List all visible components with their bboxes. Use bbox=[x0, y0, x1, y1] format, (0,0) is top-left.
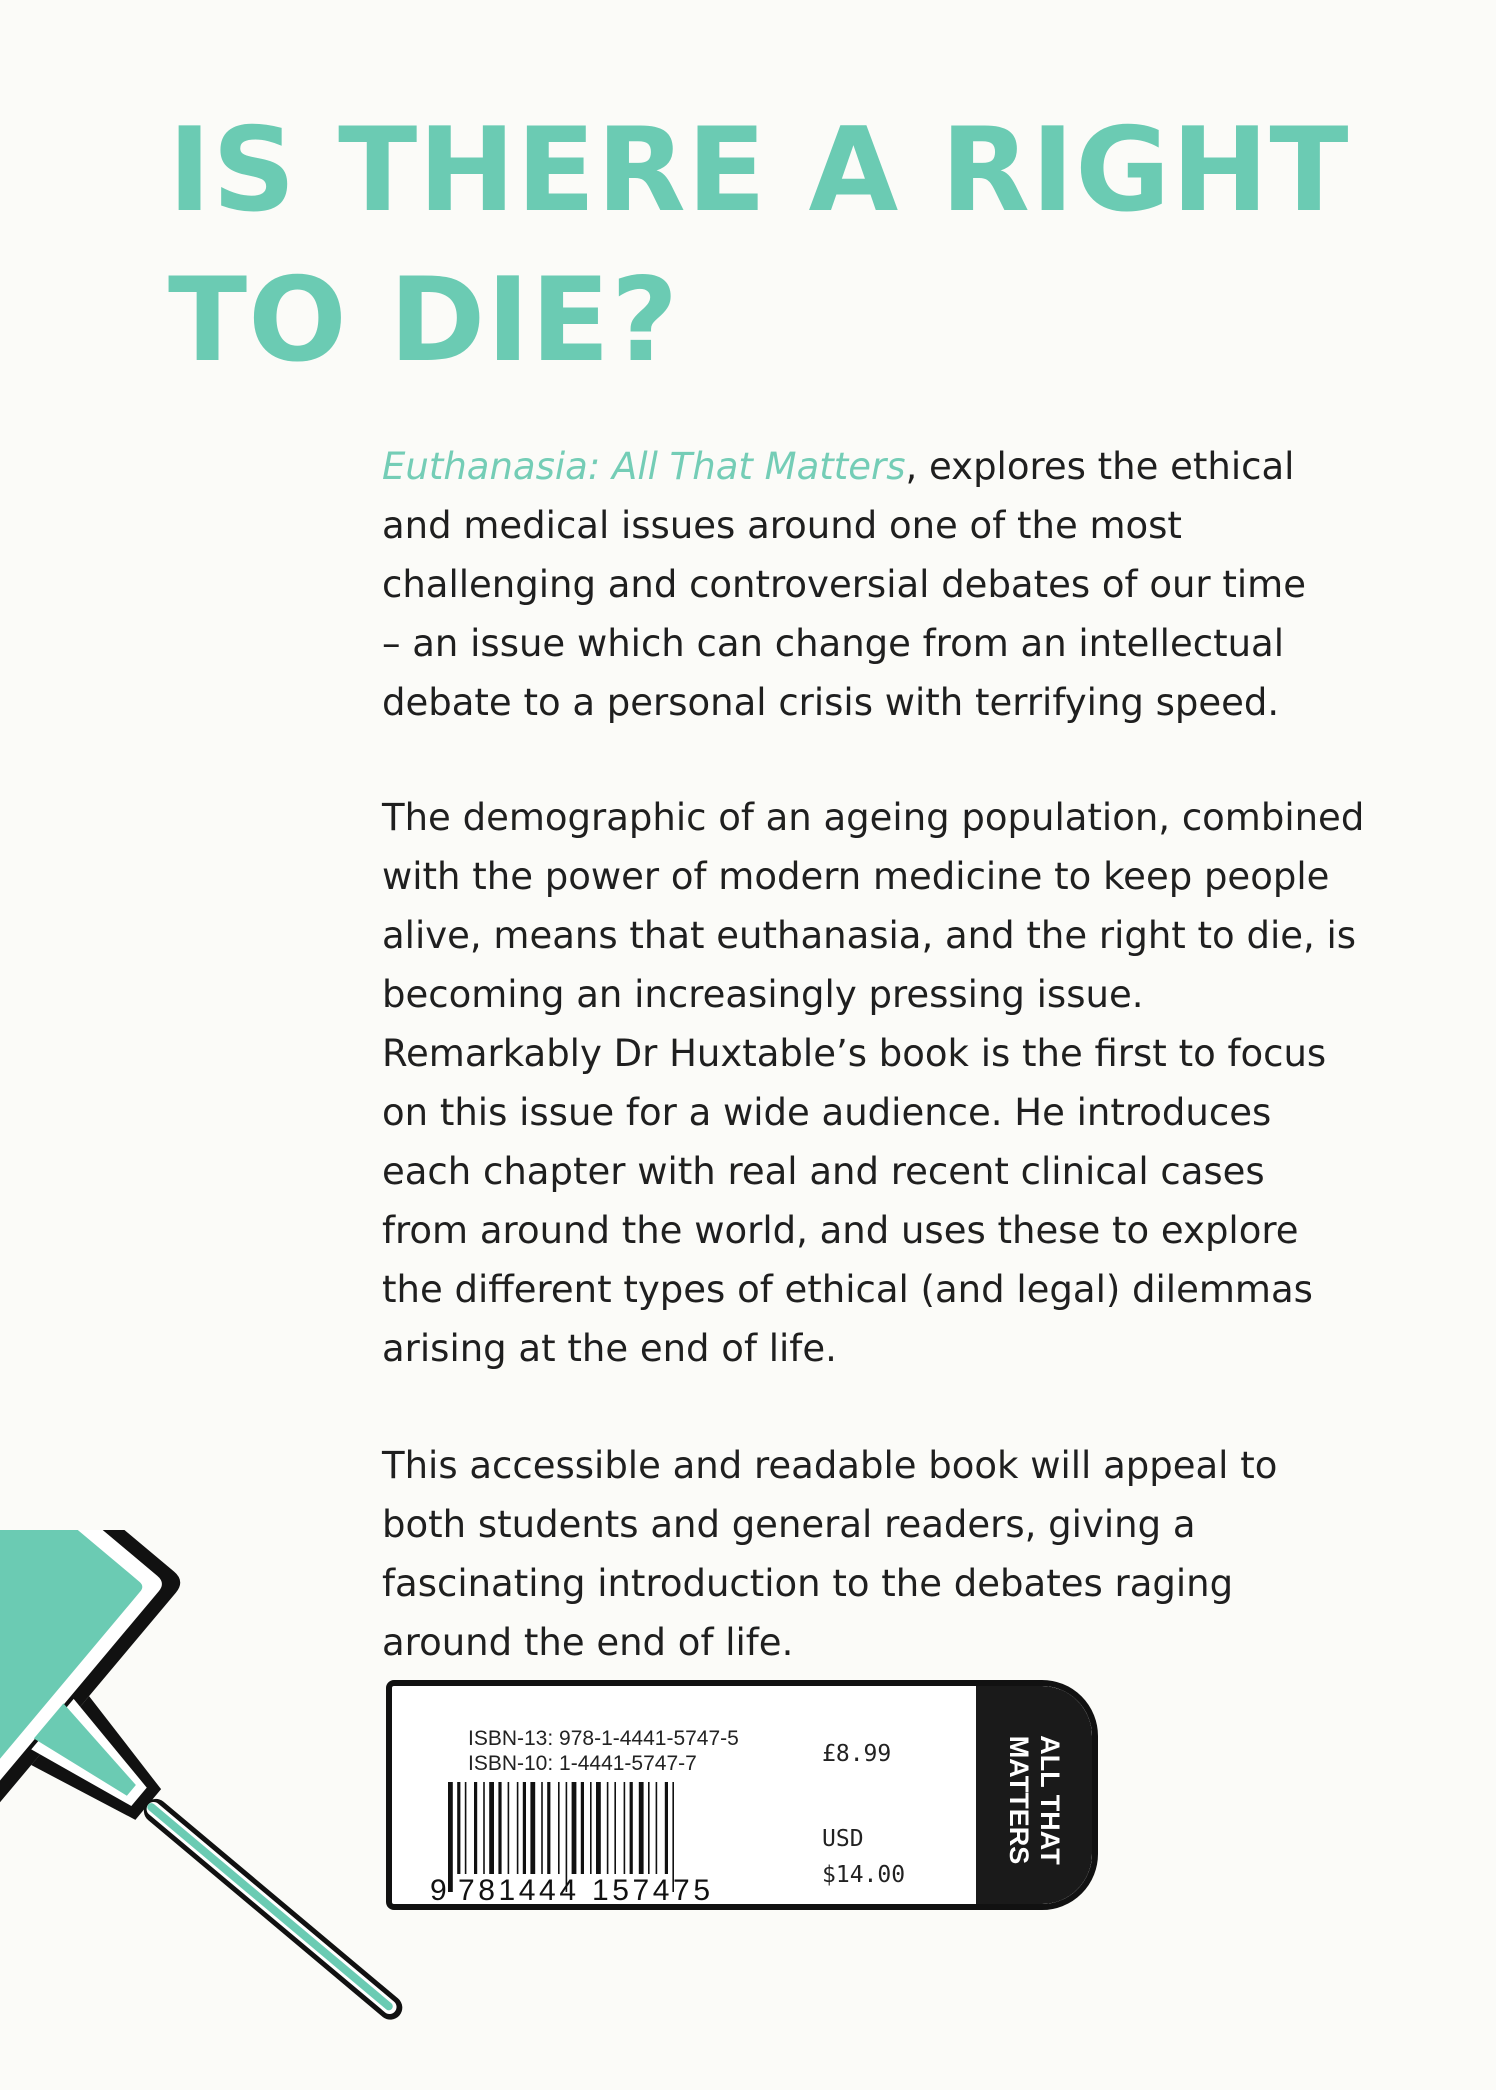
blurb-line: Remarkably Dr Huxtable’s book is the first to focus bbox=[382, 1032, 1327, 1075]
series-name bbox=[1003, 1735, 1065, 1864]
blurb-line: the different types of ethical (and legal) dilemmas bbox=[382, 1268, 1313, 1311]
barcode-bar bbox=[508, 1782, 510, 1874]
blurb-line: becoming an increasingly pressing issue. bbox=[382, 973, 1144, 1016]
blurb-line: alive, means that euthanasia, and the right to die, is bbox=[382, 914, 1357, 957]
blurb-line: around the end of life. bbox=[382, 1621, 794, 1664]
blurb-paragraph-1 bbox=[382, 437, 1382, 732]
barcode-bar bbox=[607, 1782, 609, 1874]
blurb-line: with the power of modern medicine to keep people bbox=[382, 855, 1330, 898]
blurb-line: on this issue for a wide audience. He introduces bbox=[382, 1091, 1272, 1134]
blurb-line: – an issue which can change from an intellectual bbox=[382, 622, 1284, 665]
price-usd-label: USD bbox=[822, 1826, 864, 1852]
blurb-paragraph-3 bbox=[382, 1436, 1382, 1672]
barcode-bar bbox=[648, 1782, 650, 1874]
blurb-line: both students and general readers, giving a bbox=[382, 1503, 1196, 1546]
barcode-bar bbox=[541, 1782, 543, 1874]
book-title: Euthanasia: All That Matters bbox=[382, 445, 906, 488]
isbn-13: ISBN-13: 978-1-4441-5747-5 bbox=[468, 1727, 739, 1750]
blurb-line: challenging and controversial debates of our time bbox=[382, 563, 1306, 606]
barcode-digits-group-1: 781444 bbox=[458, 1874, 576, 1904]
series-line-1: ALL THAT bbox=[1035, 1735, 1065, 1865]
barcode-bar bbox=[523, 1782, 526, 1874]
barcode-bar bbox=[656, 1782, 658, 1874]
barcode-bar bbox=[457, 1782, 460, 1874]
barcode-bar bbox=[517, 1782, 519, 1874]
blurb-line: The demographic of an ageing population, combined bbox=[382, 796, 1365, 839]
barcode-bar bbox=[465, 1782, 467, 1874]
barcode-bar bbox=[614, 1782, 616, 1874]
barcode-bar bbox=[498, 1782, 501, 1874]
blurb-line: from around the world, and uses these to explore bbox=[382, 1209, 1299, 1252]
barcode-bar bbox=[624, 1782, 626, 1874]
blurb-p1-line-1 bbox=[382, 437, 1382, 496]
blurb-line: This accessible and readable book will appeal to bbox=[382, 1444, 1278, 1487]
blurb-line: arising at the end of life. bbox=[382, 1327, 837, 1370]
barcode-digits-group-2: 157475 bbox=[592, 1874, 710, 1904]
blurb-line: fascinating introduction to the debates raging bbox=[382, 1562, 1234, 1605]
isbn-10: ISBN-10: 1-4441-5747-7 bbox=[468, 1752, 697, 1775]
blurb-line: each chapter with real and recent clinical cases bbox=[382, 1150, 1265, 1193]
barcode-icon bbox=[428, 1782, 728, 1904]
barcode-bar bbox=[448, 1782, 453, 1892]
barcode-bar bbox=[474, 1782, 477, 1874]
blurb-paragraph-2 bbox=[382, 788, 1382, 1378]
series-tab bbox=[976, 1686, 1092, 1904]
barcode-price-box bbox=[386, 1680, 1098, 1910]
barcode-bar bbox=[590, 1782, 592, 1874]
blurb-line: and medical issues around one of the most bbox=[382, 504, 1182, 547]
barcode-bar bbox=[665, 1782, 668, 1874]
headline-line-1: IS THERE A RIGHT bbox=[168, 103, 1350, 238]
series-line-2: MATTERS bbox=[1004, 1735, 1034, 1865]
barcode-bar bbox=[489, 1782, 494, 1874]
price-usd: $14.00 bbox=[822, 1862, 906, 1888]
barcode-bar bbox=[581, 1782, 584, 1874]
barcode-bar bbox=[547, 1782, 550, 1874]
blurb-line: debate to a personal crisis with terrifying speed. bbox=[382, 681, 1280, 724]
headline bbox=[168, 96, 1350, 396]
barcode-bar bbox=[483, 1782, 485, 1874]
barcode-bar bbox=[572, 1782, 577, 1874]
barcode-bar bbox=[530, 1782, 535, 1874]
blurb-p1-line-1-rest: , explores the ethical bbox=[905, 445, 1295, 488]
barcode-digit-first: 9 bbox=[430, 1874, 447, 1904]
barcode-bar bbox=[558, 1782, 560, 1874]
barcode-bar bbox=[596, 1782, 601, 1874]
barcode-bar bbox=[630, 1782, 633, 1874]
price-gbp: £8.99 bbox=[822, 1741, 892, 1767]
barcode-bar bbox=[639, 1782, 644, 1874]
headline-line-2: TO DIE? bbox=[168, 253, 680, 388]
